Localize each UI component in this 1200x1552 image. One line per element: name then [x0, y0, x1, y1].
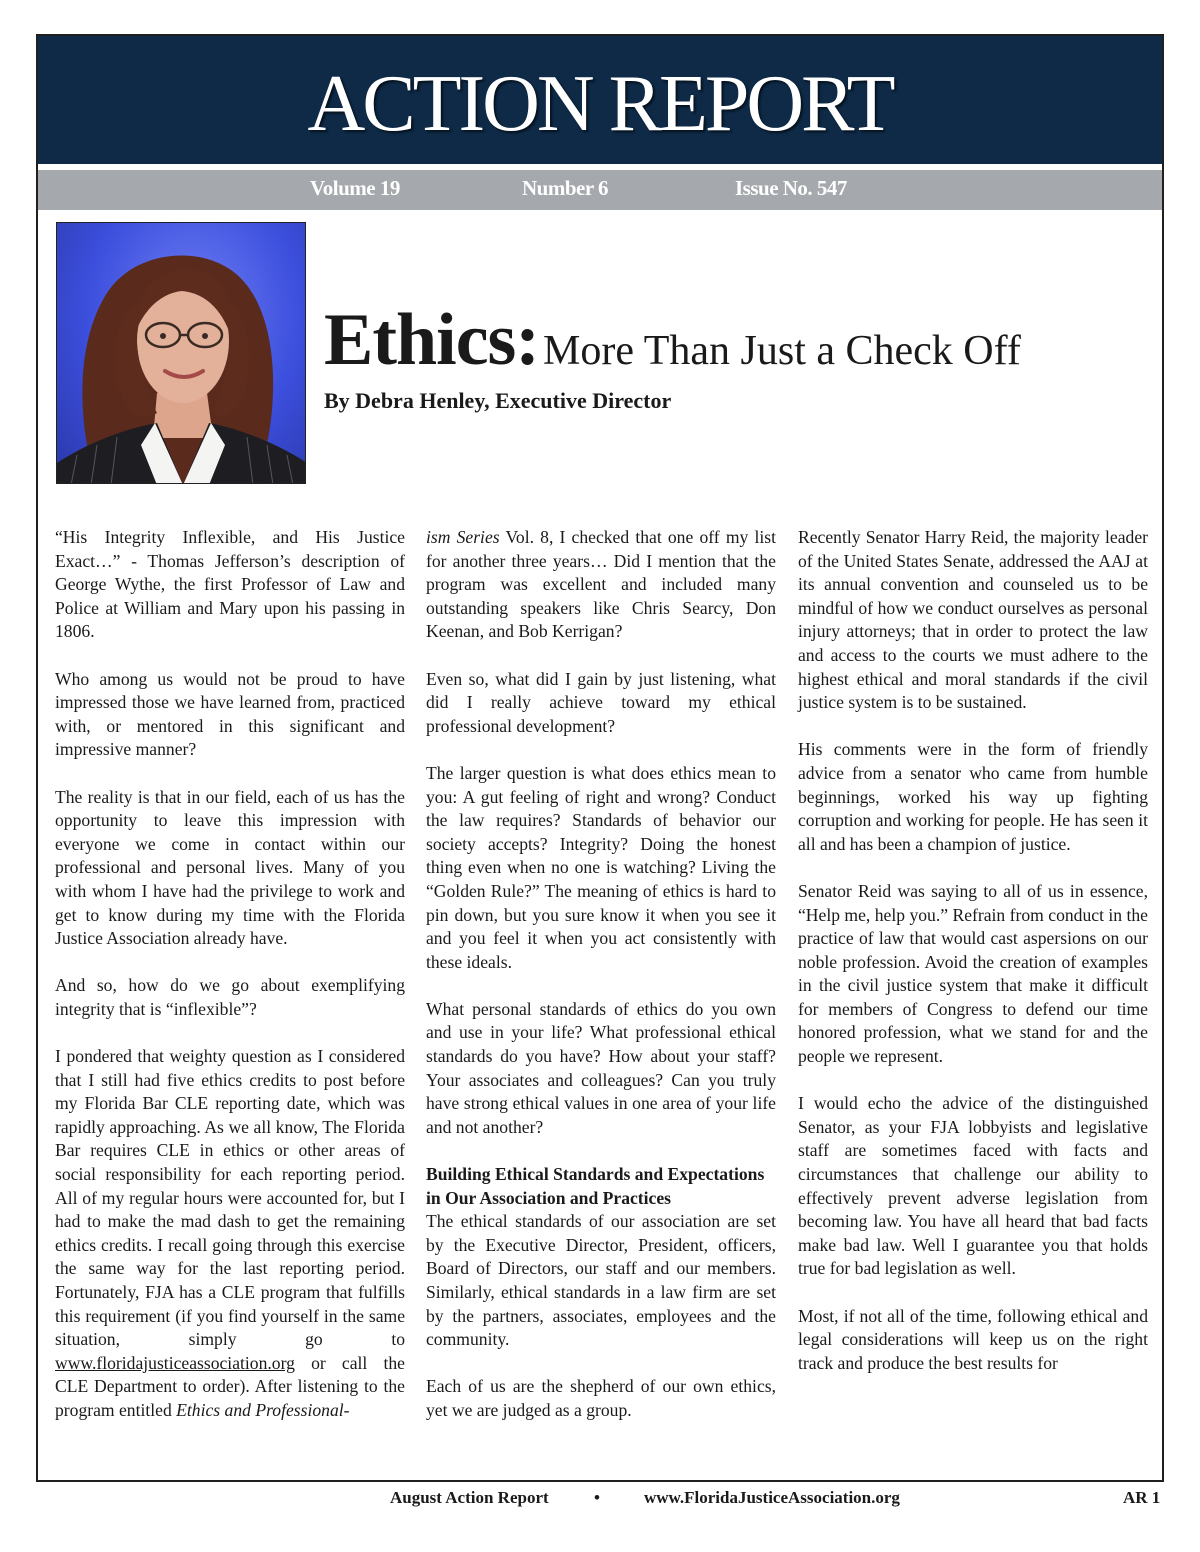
paragraph-text: Vol. 8, I checked that one off my list for another three years… Did I mention that the program was excellent and included many outstanding speakers like Chris Searcy, Don Keenan, and Bob Kerrigan?: [426, 527, 776, 642]
paragraph: “His Integrity Inflexible, and His Justice Exact…” - Thomas Jefferson’s description of George Wythe, the first Professor of Law and Police at William and Mary upon his passing in 1806.: [55, 527, 405, 642]
paragraph: [55, 1045, 405, 1423]
issue-bar: [38, 170, 1162, 210]
article-headline: [324, 298, 1021, 383]
paragraph-text: or call the CLE Department to order). After listening to the program entitled: [55, 1352, 405, 1420]
paragraph: Who among us would not be proud to have impressed those we have learned from, practiced with, or mentored in this significant and impressive manner?: [55, 668, 405, 760]
paragraph: Most, if not all of the time, following ethical and legal considerations will keep us on the right track and produce the best results for: [798, 1305, 1148, 1373]
article-byline: By Debra Henley, Executive Director: [324, 388, 672, 413]
paragraph: The reality is that in our field, each of us has the opportunity to leave this impression with everyone we come in contact within our professional and personal lives. Many of you with whom I have had the privilege to work and get to know during my time with the Florida Justice Association already have.: [55, 786, 405, 949]
author-photo: [56, 222, 306, 484]
headline-main: Ethics:: [324, 299, 539, 381]
fja-website-link[interactable]: www.floridajusticeassociation.org: [55, 1352, 295, 1373]
paragraph: Each of us are the shepherd of our own ethics, yet we are judged as a group.: [426, 1376, 776, 1420]
volume-label: Volume 19: [310, 176, 400, 200]
masthead: [38, 36, 1162, 164]
paragraph: What personal standards of ethics do you own and use in your life? What professional ethical standards do you have? How about your staff? Your associates and colleagues? Can you truly have strong ethical values in one area of your life and not another?: [426, 998, 776, 1137]
paragraph: The larger question is what does ethics mean to you: A gut feeling of right and wrong? Conduct the law requires? Standards of behavior our society accepts? Integrity? Doing the honest thing even when no one is watching? Living the “Golden Rule?” The meaning of ethics is hard to pin down, but you sure know it when you see it and you feel it when you act consistently with these ideals.: [426, 762, 776, 972]
article-column-1: [55, 526, 405, 1423]
paragraph: The ethical standards of our association are set by the Executive Director, President, officers, Board of Directors, our staff and our members. Similarly, ethical standards in a law firm are set by the partners, associates, employees and the community.: [426, 1211, 776, 1350]
paragraph-text: I pondered that weighty question as I considered that I still had five ethics credits to post before my Florida Bar CLE reporting date, which was rapidly approaching. As we all know, The Florida Bar requires CLE in ethics or other areas of social responsibility for each reporting period. All of my regular hours were accounted for, but I had to make the mad dash to get the remaining ethics credits. I recall going through this exercise the same way for the last reporting period. Fortunately, FJA has a CLE program that fulfills this requirement (if you find yourself in the same situation, simply go to: [55, 1046, 405, 1350]
article-column-3: [798, 526, 1148, 1375]
program-title-continued: ism Series: [426, 527, 500, 547]
page-frame: [36, 34, 1164, 1482]
paragraph: And so, how do we go about exemplifying integrity that is “inflexible”?: [55, 975, 405, 1019]
number-label: Number 6: [522, 176, 609, 200]
paragraph: [426, 526, 776, 644]
paragraph: His comments were in the form of friendly advice from a senator who came from humble beginnings, worked his way up fighting corruption and working for people. He has seen it all and has been a champion of justice.: [798, 739, 1148, 854]
program-title: Ethics and Professional-: [176, 1399, 350, 1420]
footer-website-link[interactable]: www.FloridaJusticeAssociation.org: [644, 1488, 900, 1507]
paragraph: I would echo the advice of the distinguished Senator, as your FJA lobbyists and legislative staff are sometimes faced with facts and circumstances that challenge our ability to effectively prevent adverse legislation from becoming law. You have all heard that bad facts make bad law. Well I guarantee you that holds true for bad legislation as well.: [798, 1093, 1148, 1279]
footer-bullet: •: [594, 1488, 600, 1507]
author-portrait-image: [57, 223, 306, 484]
section-heading: Building Ethical Standards and Expectations in Our Association and Practices: [426, 1164, 765, 1208]
paragraph: Senator Reid was saying to all of us in essence, “Help me, help you.” Refrain from conduct in the practice of law that would cast aspersions on our noble profession. Avoid the creation of examples in the civil justice system that make it difficult for members of Congress to defend our time honored profession, what we stand for and the people we represent.: [798, 880, 1148, 1067]
headline-subtitle: More Than Just a Check Off: [543, 328, 1021, 374]
page-footer: [0, 1488, 1200, 1514]
paragraph: Recently Senator Harry Reid, the majority leader of the United States Senate, addressed the AAJ at its annual convention and counseled us to be mindful of how we conduct ourselves as personal injury attorneys; that in order to protect the law and access to the courts we must adhere to the highest ethical and moral standards if the civil justice system is to be sustained.: [798, 527, 1148, 713]
masthead-title: ACTION REPORT: [307, 60, 893, 148]
footer-publication: August Action Report: [390, 1488, 549, 1507]
paragraph: Even so, what did I gain by just listening, what did I really achieve toward my ethical professional development?: [426, 668, 776, 736]
issue-number-label: Issue No. 547: [735, 176, 847, 200]
article-column-2: [426, 526, 776, 1423]
footer-page-number: AR 1: [1123, 1488, 1161, 1507]
